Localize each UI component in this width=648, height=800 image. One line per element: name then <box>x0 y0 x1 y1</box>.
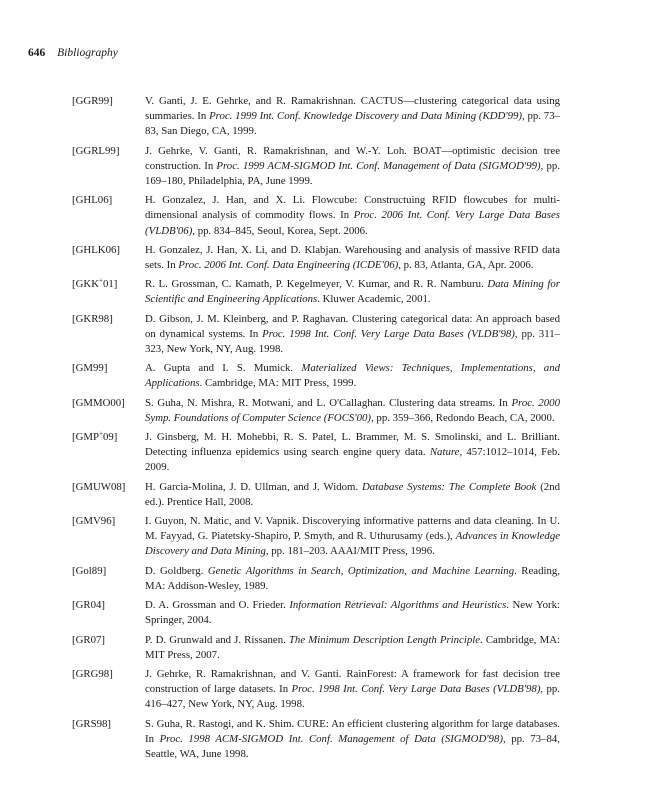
bib-key-bracket: ] <box>121 396 125 409</box>
bib-text <box>145 243 560 273</box>
bib-text-authors: S. Guha, R. Rastogi, and K. Shim. CURE: An efficient clustering algorithm for large databases. In <box>145 717 560 745</box>
bib-text-authors: D. Gibson, J. M. Kleinberg, and P. Raghavan. Clustering categorical data: An approach based on dynamical systems. In <box>145 312 560 340</box>
bib-text-authors: V. Ganti, J. E. Gehrke, and R. Ramakrishnan. CACTUS—clustering categorical data using summaries. In <box>145 95 560 123</box>
bib-key <box>72 564 145 579</box>
running-title: Bibliography <box>57 47 118 59</box>
bib-key <box>72 633 145 648</box>
bib-key-bracket: ] <box>113 431 118 444</box>
bib-text-venue: Proc. 1999 ACM-SIGMOD Int. Conf. Management of Data (SIGMOD'99) <box>216 159 541 172</box>
bib-text-details: , pp. 416–427, New York, NY, Aug. 1998. <box>145 683 560 711</box>
bib-key-bracket: [ <box>72 396 76 409</box>
bib-entry <box>72 144 560 190</box>
bib-key-bracket: [ <box>72 667 76 680</box>
bib-key-bracket: ] <box>109 667 113 680</box>
bib-text <box>145 94 560 140</box>
bib-text-details: (2nd ed.). Prentice Hall, 2008. <box>145 480 560 508</box>
bib-text <box>145 361 560 391</box>
bib-key-bracket: [ <box>72 278 76 291</box>
bib-entry <box>72 598 560 628</box>
bib-text <box>145 667 560 713</box>
bib-key-base: GKR98 <box>75 312 110 325</box>
bib-key <box>72 94 145 109</box>
bib-key <box>72 243 145 258</box>
bib-text-venue: Data Mining for Scientific and Engineering Applications <box>145 278 560 306</box>
bib-text <box>145 430 560 476</box>
bib-entry <box>72 193 560 239</box>
bib-key-tail: 09 <box>102 431 114 444</box>
bib-text-authors: J. Gehrke, V. Ganti, R. Ramakrishnan, and W.-Y. Loh. BOAT—optimistic decision tree construction. In <box>145 144 560 172</box>
bib-key-base: Gol89 <box>75 564 103 577</box>
bib-text-venue: Proc. 2006 Int. Conf. Data Engineering (ICDE'06) <box>178 259 399 272</box>
bib-key <box>72 144 145 159</box>
bib-text-details: , pp. 73–83, San Diego, CA, 1999. <box>145 110 560 138</box>
bib-entry <box>72 514 560 560</box>
bib-text-details: , 457:1012–1014, Feb. 2009. <box>145 446 560 474</box>
bib-text <box>145 193 560 239</box>
bib-text-authors: J. Gehrke, R. Ramakrishnan, and V. Ganti. RainForest: A framework for fast decision tree construction of large datasets. In <box>145 667 560 696</box>
bib-text-authors: D. Goldberg. <box>145 564 208 577</box>
bib-key-base: GHL06 <box>75 194 109 207</box>
bib-text <box>145 277 560 307</box>
bib-text-venue: Information Retrieval: Algorithms and Heuristics <box>289 599 507 612</box>
bib-text-authors: H. Gonzalez, J. Han, X. Li, and D. Klabjan. Warehousing and analysis of massive RFID data sets. In <box>145 243 560 272</box>
bib-text-venue: Proc. 2000 Symp. Foundations of Computer Science (FOCS'00) <box>145 396 560 424</box>
bib-key-bracket: [ <box>72 431 76 444</box>
bib-text-authors: I. Guyon, N. Matic, and V. Vapnik. Discoverying informative patterns and data cleaning. In U. M. Fayyad, G. Piatetsky-Shapiro, P. Smyth, and R. Uthurusamy (eds.), <box>145 515 560 543</box>
bib-text-venue: Materialized Views: Techniques, Implementations, and Applications <box>145 362 561 390</box>
bib-entry <box>72 633 560 663</box>
bib-key-bracket: [ <box>72 243 76 256</box>
bib-text-authors: P. D. Grunwald and J. Rissanen. <box>145 633 289 646</box>
bib-key-bracket: [ <box>72 312 76 325</box>
bib-key-base: GR07 <box>75 633 102 646</box>
bib-key-base: GMUW08 <box>75 480 122 493</box>
bib-key-bracket: [ <box>72 717 76 730</box>
bib-text-authors: D. A. Grossman and O. Frieder. <box>145 599 290 612</box>
bib-key-base: GGRL99 <box>75 144 116 157</box>
bib-text-details: , pp. 73–84, Seattle, WA, June 1998. <box>145 732 560 760</box>
bib-entry <box>72 361 560 391</box>
bib-key-bracket: ] <box>121 480 126 493</box>
bib-text-authors: H. Gonzalez, J. Han, and X. Li. Flowcube: Constructuing RFID flowcubes for multi-dimensional analysis of commodity flows. In <box>145 194 560 222</box>
bib-text <box>145 598 560 628</box>
bib-key <box>72 514 145 529</box>
bib-key-bracket: ] <box>116 243 121 256</box>
bib-key-tail: 01 <box>102 278 114 291</box>
bib-entry <box>72 312 560 358</box>
bib-entry <box>72 480 560 510</box>
bib-text-venue: Advances in Knowledge Discovery and Data Mining <box>145 530 561 558</box>
bib-key-sup: + <box>99 429 103 438</box>
bib-text-venue: Proc. 2006 Int. Conf. Very Large Data Bases (VLDB'06) <box>145 209 560 237</box>
bib-key-base: GKK <box>75 278 100 291</box>
bib-key-base: GRS98 <box>75 717 108 730</box>
bib-text-details: . Reading, MA: Addison-Wesley, 1989. <box>145 564 560 592</box>
bib-key-bracket: ] <box>103 362 108 375</box>
bib-entry <box>72 430 560 476</box>
bib-text-details: . New York: Springer, 2004. <box>145 599 560 627</box>
bib-text-authors: A. Gupta and I. S. Mumick. <box>145 362 302 375</box>
bib-text-authors: R. L. Grossman, C. Kamath, P. Kegelmeyer, V. Kumar, and R. R. Namburu. <box>145 278 488 291</box>
bib-key <box>72 396 145 411</box>
bibliography-list <box>72 94 560 766</box>
bib-key-bracket: [ <box>72 194 76 207</box>
bib-key-bracket: [ <box>72 95 76 107</box>
bib-key-bracket: [ <box>72 599 76 612</box>
bib-text-venue: Proc. 1999 Int. Conf. Knowledge Discovery and Data Mining (KDD'99) <box>209 110 522 123</box>
bib-key-base: GGR99 <box>75 95 110 107</box>
bib-key <box>72 667 145 682</box>
bib-text <box>145 514 560 560</box>
bib-key-bracket: ] <box>111 515 116 528</box>
bib-key-bracket: ] <box>109 312 113 325</box>
bib-text-details: , pp. 834–845, Seoul, Korea, Sept. 2006. <box>192 224 368 237</box>
bib-entry <box>72 667 560 713</box>
bib-entry <box>72 564 560 594</box>
bib-key-bracket: ] <box>101 633 106 646</box>
bib-text-details: , pp. 359–366, Redondo Beach, CA, 2000. <box>371 411 555 424</box>
bib-key <box>72 193 145 208</box>
bib-key-bracket: ] <box>101 599 106 612</box>
bib-key-bracket: [ <box>72 362 76 375</box>
bib-key-bracket: [ <box>72 515 76 528</box>
bib-key-bracket: [ <box>72 480 76 493</box>
bib-text <box>145 480 560 510</box>
bib-text-details: , pp. 181–203. AAAI/MIT Press, 1996. <box>265 545 435 558</box>
running-head <box>28 47 118 59</box>
bib-text <box>145 396 560 426</box>
bib-key <box>72 312 145 327</box>
bib-text <box>145 633 560 663</box>
bib-text-details: . Cambridge, MA: MIT Press, 2007. <box>145 633 560 661</box>
bib-text-venue: Database Systems: The Complete Book <box>362 480 537 493</box>
bib-text-details: . Cambridge, MA: MIT Press, 1999. <box>199 377 357 390</box>
bib-key-base: GR04 <box>75 599 102 612</box>
bib-key-bracket: ] <box>113 278 118 291</box>
bib-text-details: , pp. 169–180, Philadelphia, PA, June 1999. <box>145 159 560 188</box>
bib-key-base: GMMO00 <box>75 396 122 409</box>
bib-text <box>145 144 560 190</box>
bib-key-bracket: ] <box>115 144 120 157</box>
bib-text-venue: Genetic Algorithms in Search, Optimization, and Machine Learning <box>207 564 515 577</box>
bib-key-base: GMP <box>75 431 100 444</box>
bib-text-venue: Proc. 1998 ACM-SIGMOD Int. Conf. Management of Data (SIGMOD'98) <box>159 732 503 745</box>
bib-text-venue: Proc. 1998 Int. Conf. Very Large Data Bases (VLDB'98) <box>291 683 541 696</box>
bib-text <box>145 564 560 594</box>
bib-key-bracket: [ <box>72 564 76 577</box>
bib-key-bracket: [ <box>72 144 76 157</box>
bib-entry <box>72 396 560 426</box>
bib-key-base: GMV96 <box>75 515 112 528</box>
bib-text-details: . Kluwer Academic, 2001. <box>317 293 431 306</box>
bib-text-venue: Proc. 1998 Int. Conf. Very Large Data Bases (VLDB'98) <box>262 327 515 340</box>
bib-key <box>72 480 145 495</box>
bib-key <box>72 717 145 732</box>
bib-key-base: GRG98 <box>75 667 110 680</box>
bib-key <box>72 277 145 292</box>
bib-text-venue: The Minimum Description Length Principle <box>288 633 481 646</box>
bib-text-venue: Nature <box>429 446 460 459</box>
bib-entry <box>72 717 560 763</box>
bib-key <box>72 361 145 376</box>
page-number: 646 <box>28 47 46 59</box>
bib-key-bracket: [ <box>72 633 76 646</box>
bib-entry <box>72 277 560 307</box>
bib-text <box>145 312 560 358</box>
bib-key-bracket: ] <box>109 95 113 107</box>
bib-text-details: , pp. 311–323, New York, NY, Aug. 1998. <box>145 327 560 356</box>
bib-text <box>145 717 560 763</box>
bib-text-authors: J. Ginsberg, M. H. Mohebbi, R. S. Patel, L. Brammer, M. S. Smolinski, and L. Brilliant. Detecting influenza epidemics using search engine query data. <box>145 431 560 459</box>
bib-entry <box>72 243 560 273</box>
bib-key-base: GM99 <box>75 362 104 375</box>
bib-text-details: , p. 83, Atlanta, GA, Apr. 2006. <box>398 259 534 272</box>
bib-key <box>72 598 145 613</box>
bib-key-bracket: ] <box>102 564 107 577</box>
bib-key-sup: + <box>99 276 103 285</box>
bib-text-authors: H. Garcia-Molina, J. D. Ullman, and J. Widom. <box>145 480 362 493</box>
bib-key <box>72 430 145 445</box>
bib-text-authors: S. Guha, N. Mishra, R. Motwani, and L. O'Callaghan. Clustering data streams. In <box>145 396 512 409</box>
bib-key-bracket: ] <box>107 717 112 730</box>
bib-key-bracket: ] <box>108 194 113 207</box>
bib-key-base: GHLK06 <box>75 243 117 256</box>
bib-entry <box>72 94 560 140</box>
